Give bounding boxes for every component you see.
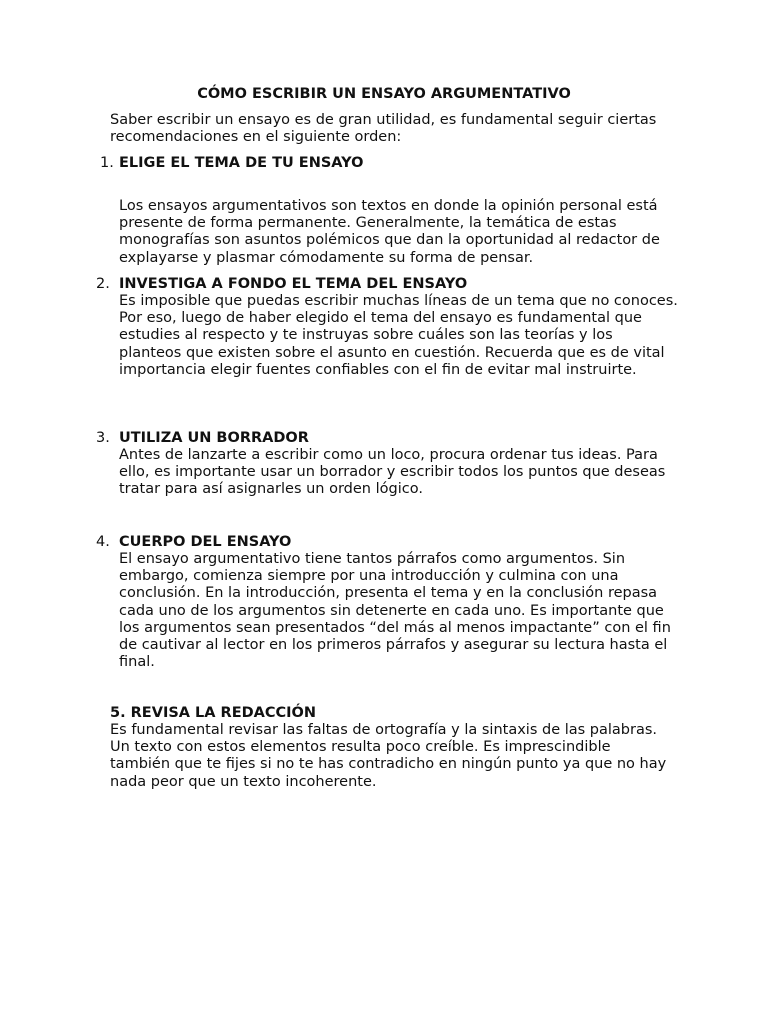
section-3-number: 3. bbox=[96, 430, 110, 446]
intro-paragraph: Saber escribir un ensayo es de gran utilidad, es fundamental seguir ciertas recomendaciones en el siguiente orden: bbox=[110, 112, 657, 146]
section-2-heading: INVESTIGA A FONDO EL TEMA DEL ENSAYO bbox=[119, 276, 468, 292]
section-5-heading: 5. REVISA LA REDACCIÓN bbox=[110, 705, 317, 721]
section-4-heading: CUERPO DEL ENSAYO bbox=[119, 534, 292, 550]
section-2-number: 2. bbox=[96, 276, 110, 292]
document-title: CÓMO ESCRIBIR UN ENSAYO ARGUMENTATIVO bbox=[197, 86, 571, 102]
section-4-body: El ensayo argumentativo tiene tantos párrafos como argumentos. Sin embargo, comienza siempre por una introducción y culmina con una conclusión. En la introducción, presenta el tema y en la conclusión repasa cada uno de los argumentos sin detenerte en cada uno. Es importante que los argumentos sean presentados “del más al menos impactante” con el fin de cautivar al lector en los primeros párrafos y asegurar su lectura hasta el final. bbox=[119, 551, 671, 671]
section-1-body: Los ensayos argumentativos son textos en donde la opinión personal está presente de forma permanente. Generalmente, la temática de estas monografías son asuntos polémicos que dan la oportunidad al redactor de explayarse y plasmar cómodamente su forma de pensar. bbox=[119, 198, 660, 266]
section-2-body: Es imposible que puedas escribir muchas líneas de un tema que no conoces. Por eso, luego de haber elegido el tema del ensayo es fundamental que estudies al respecto y te instruyas sobre cuáles son las teorías y los planteos que existen sobre el asunto en cuestión. Recuerda que es de vital importancia elegir fuentes confiables con el fin de evitar mal instruirte. bbox=[119, 293, 678, 378]
section-1-number: 1. bbox=[100, 155, 114, 171]
section-5-body: Es fundamental revisar las faltas de ortografía y la sintaxis de las palabras. Un texto con estos elementos resulta poco creíble. Es imprescindible también que te fijes si no te has contradicho en ningún punto ya que no hay nada peor que un texto incoherente. bbox=[110, 722, 667, 790]
section-3-heading: UTILIZA UN BORRADOR bbox=[119, 430, 309, 446]
section-3-body: Antes de lanzarte a escribir como un loco, procura ordenar tus ideas. Para ello, es importante usar un borrador y escribir todos los puntos que deseas tratar para así asignarles un orden lógico. bbox=[119, 447, 666, 498]
section-1-heading: ELIGE EL TEMA DE TU ENSAYO bbox=[119, 155, 364, 171]
section-4-number: 4. bbox=[96, 534, 110, 550]
